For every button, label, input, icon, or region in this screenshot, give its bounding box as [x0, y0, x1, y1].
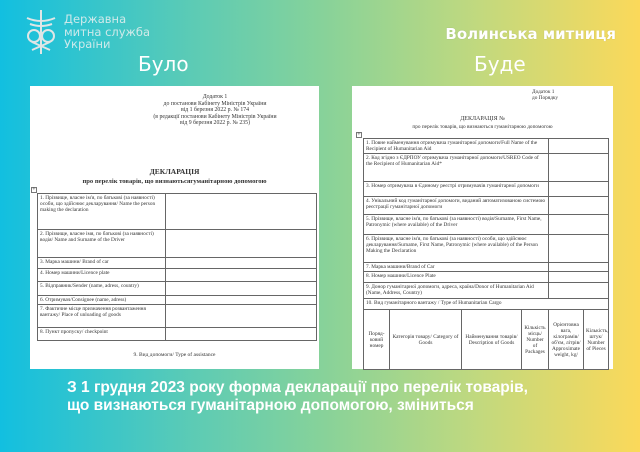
field-label: 3. Марка машини/ Brand of car	[38, 258, 166, 269]
annex-line: до постанови Кабінету Міністрів України	[163, 100, 267, 107]
old-declaration-form	[30, 86, 319, 369]
field-value[interactable]	[166, 328, 317, 341]
field-label: 6. Отримувач/Consignee (name, adress)	[38, 296, 166, 305]
field-label: 9. Донор гуманітарної допомоги, адреса, країна/Donor of Humanitarian Aid (Name, Address, Country)	[364, 283, 549, 299]
customs-logo	[22, 6, 150, 58]
field-label: 7. Фактичне місце призначення розвантаження вантажу/ Place of unloading of goods	[38, 305, 166, 328]
column-header: Найменування товарів/ Description of Goods	[462, 310, 522, 370]
region-title: Волинська митниця	[445, 25, 616, 43]
field-value[interactable]	[166, 282, 317, 296]
assistance-type-label: 9. Вид допомоги/ Type of assistance	[133, 352, 216, 358]
new-declaration-form	[352, 86, 613, 369]
annex-line: до Порядку	[532, 95, 559, 101]
field-label: 8. Номер машини/Licence Plate	[364, 272, 549, 283]
field-label: 4. Унікальний код гуманітарної допомоги, виданий автоматизованою системою реєстрації гуманітарної допомоги	[364, 197, 549, 215]
field-label: 4. Номер машини/Licence plate	[38, 269, 166, 282]
new-form-table	[363, 138, 609, 370]
form-subtitle: про перелік товарів, що визнаютьсягуманітарною допомогою	[82, 178, 267, 185]
form-title: ДЕКЛАРАЦІЯ №	[460, 116, 505, 122]
field-value[interactable]	[549, 197, 609, 215]
form-title: ДЕКЛАРАЦІЯ	[149, 167, 200, 176]
column-header: Кількість місць/ Number of Packages	[522, 310, 549, 370]
annex-line: (в редакції постанови Кабінету Міністрів України	[153, 113, 277, 120]
annex-line: Додаток 1	[202, 94, 228, 100]
field-label: 2. Код згідно з ЄДРПОУ отримувача гуманітарної допомоги/USREO Code of the Recipient of Humanitarian Aid*	[364, 154, 549, 182]
field-label: 5. Відправник/Sender (name, adress, country)	[38, 282, 166, 296]
after-label: Буде	[474, 52, 526, 76]
field-value[interactable]	[549, 215, 609, 235]
table-move-icon[interactable]: +	[357, 132, 361, 138]
old-form-table	[37, 193, 317, 341]
before-label: Було	[138, 52, 189, 76]
field-label: 7. Марка машини/Brand of Car	[364, 263, 549, 272]
field-value[interactable]	[549, 139, 609, 154]
column-header: Орієнтовна вага, кілограмів/ об'єм, літрів/ Approximate weight, kg/	[549, 310, 584, 370]
field-value[interactable]	[549, 272, 609, 283]
logo-line-1: Державна	[64, 12, 127, 27]
field-label: 8. Пункт пропуску/ checkpoint	[38, 328, 166, 341]
field-label: 1. Повне найменування отримувача гуманітарної допомоги/Full Name of the Recipient of Humanitarian Aid	[364, 139, 549, 154]
field-label: 3. Номер отримувача в Єдиному реєстрі отримувачів гуманітарної допомоги	[364, 182, 549, 197]
field-value[interactable]	[549, 154, 609, 182]
annex-line: від 1 березня 2022 р. № 174	[180, 107, 250, 113]
logo-line-2: митна служба	[64, 24, 151, 39]
cargo-type-label: 10. Вид гуманітарного вантажу / Type of Humanitarian Cargo	[364, 299, 609, 310]
field-value[interactable]	[549, 235, 609, 263]
field-label: 1. Прізвище, власне ім'я, по батькові (за наявності) особи, що здійснює декларування/ Name the person making the declaration	[38, 194, 166, 230]
field-value[interactable]	[166, 269, 317, 282]
field-value[interactable]	[166, 194, 317, 230]
form-subtitle: про перелік товарів, що визнаються гуманітарною допомогою	[412, 124, 553, 130]
field-value[interactable]	[166, 230, 317, 258]
annex-line: Додаток 1	[532, 89, 555, 95]
column-header: Кількість, штук/ Number of Pieces	[584, 310, 609, 370]
field-value[interactable]	[166, 305, 317, 328]
field-label: 6. Прізвище, власне ім'я, по батькові (за наявності) особи, що здійснює декларування/Surname, First Name, Patronymic (where available) of the Person Making the Declaration	[364, 235, 549, 263]
logo-line-3: України	[64, 37, 111, 52]
field-value[interactable]	[549, 283, 609, 299]
field-value[interactable]	[549, 182, 609, 197]
table-move-icon[interactable]: +	[32, 187, 36, 193]
emblem-icon	[22, 6, 60, 58]
announcement-line-1: З 1 грудня 2023 року форма декларації про перелік товарів,	[67, 379, 528, 396]
column-header: Категорія товару/ Category of Goods	[390, 310, 462, 370]
field-label: 5. Прізвище, власне ім'я, по батькові (за наявності) водія/Surname, First Name, Patronymic (where available) of the Driver	[364, 215, 549, 235]
announcement-line-2: що визнаються гуманітарною допомогою, зміниться	[67, 397, 474, 414]
announcement-text	[67, 379, 528, 415]
field-value[interactable]	[166, 258, 317, 269]
annex-line: від 9 березня 2022 р. № 235)	[179, 120, 251, 126]
field-value[interactable]	[166, 296, 317, 305]
column-header: Поряд-ковий номер	[364, 310, 390, 370]
field-label: 2. Прізвище, власне імя, по батькові (за наявності) водія/ Name and Surname of the Driver	[38, 230, 166, 258]
field-value[interactable]	[549, 263, 609, 272]
